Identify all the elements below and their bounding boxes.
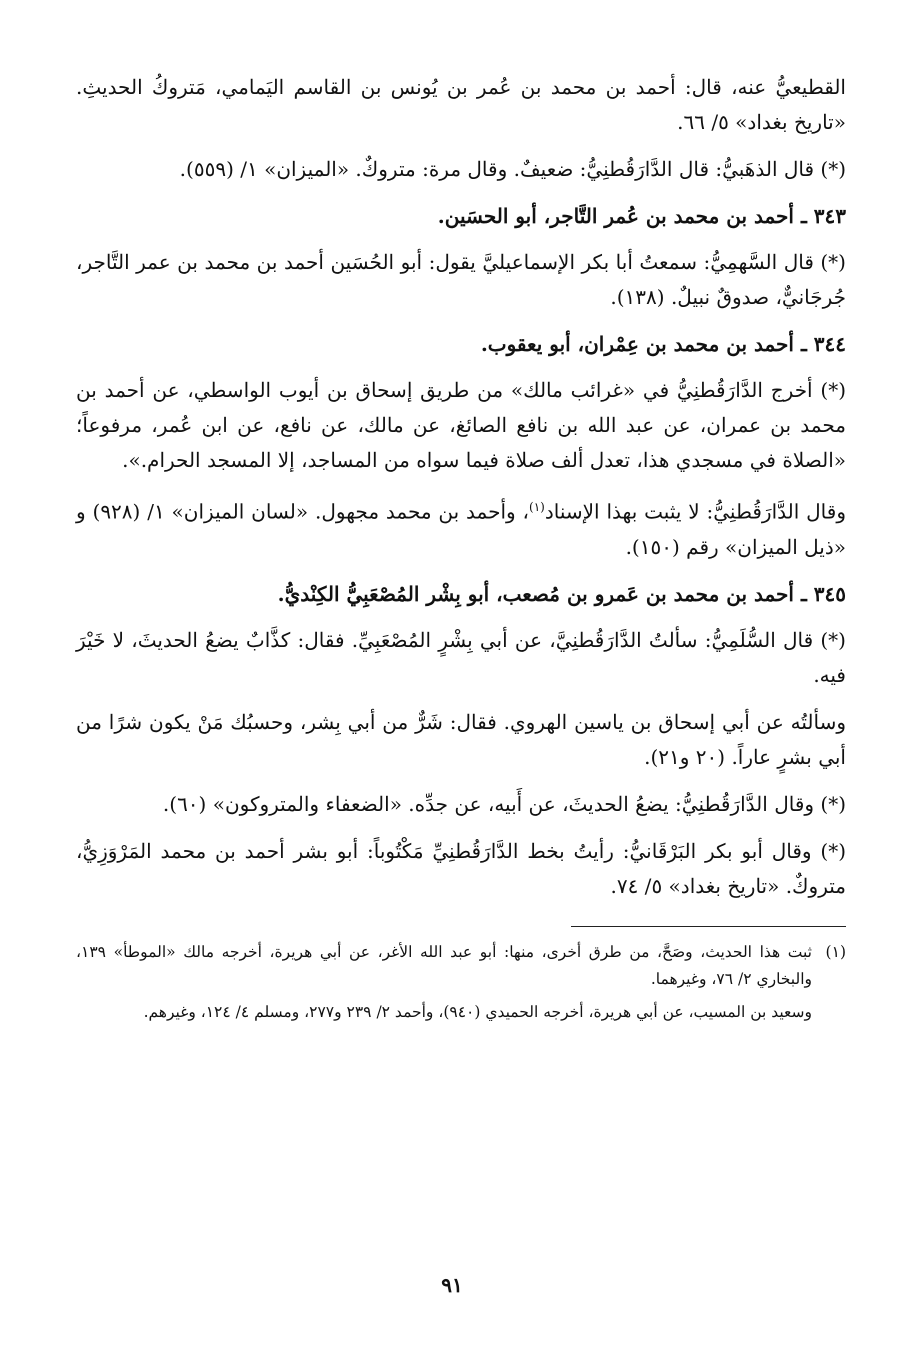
paragraph-continuation: القطيعيُّ عنه، قال: أحمد بن محمد بن عُمر بن يُونس بن القاسم اليَمامي، مَتروكُ الحديثِ. «تاريخ بغداد» ٥/ ٦٦. bbox=[76, 75, 846, 134]
entry-heading-343: ٣٤٣ ـ أحمد بن محمد بن عُمر التَّاجر، أبو الحسَين. bbox=[437, 204, 846, 228]
paragraph-entry-345-sulami: (*) قال السُّلَمِيُّ: سألتُ الدَّارَقُطنِيَّ، عن أبي بِشْرٍ المُصْعَبِيِّ. فقال: كذَّابٌ يضعُ الحديثَ، لا خَيْرَ فيه. bbox=[76, 627, 846, 687]
verdict-text-b: ، وأحمد بن محمد مجهول. «لسان الميزان» ١/ (٩٢٨) و «ذيل الميزان» رقم (١٥٠). bbox=[76, 499, 846, 559]
footnote-reference[interactable]: (١) bbox=[529, 500, 545, 514]
paragraph-entry-345-barqani: (*) وقال أبو بكر البَرْقَانيُّ: رأيتُ بخط الدَّارَقُطنِيِّ مَكْتُوباً: أبو بشر أحمد بن محمد المَرْوَزِيُّ، متروكٌ. «تاريخ بغداد» ٥/ ٧٤. bbox=[76, 838, 846, 898]
paragraph-entry-343: (*) قال السَّهمِيُّ: سمعتُ أبا بكر الإسماعيليَّ يقول: أبو الحُسَين أحمد بن محمد بن عمر التَّاجر، جُرجَانيٌّ، صدوقٌ نبيلٌ. (١٣٨). bbox=[76, 250, 846, 309]
paragraph-entry-344-hadith: (*) أخرج الدَّارَقُطنِيُّ في «غرائب مالك» من طريق إسحاق بن أيوب الواسطي، عن أحمد بن محمد بن عمران، عن عبد الله بن نافع الصائغ، عن مالك، عن نافع، عن ابن عُمر، مرفوعاً؛ «الصلاة في مسجدي هذا، تعدل ألف صلاة فيما سواه من المساجد، إلا المسجد الحرام.». bbox=[76, 378, 846, 472]
footnote bbox=[76, 939, 846, 1032]
entry-heading-345: ٣٤٥ ـ أحمد بن محمد بن عَمرو بن مُصعب، أبو بِشْر المُصْعَبِيُّ الكِنْديُّ. bbox=[277, 581, 846, 606]
paragraph-entry-345-duafa: (*) وقال الدَّارَقُطنِيُّ: يضعُ الحديثَ، عن أَبيه، عن جدِّه. «الضعفاء والمتروكون» (٦٠). bbox=[162, 791, 846, 816]
page-number: ٩١ bbox=[441, 1273, 463, 1297]
paragraph-entry-345-harawi: وسألتُه عن أبي إسحاق بن ياسين الهروي. فقال: شَرٌّ من أبي بِشر، وحسبُك مَنْ يكون شرًا من أبي بشرٍ عاراً. (٢٠ و٢١). bbox=[76, 709, 846, 769]
footnote-marker: (١) bbox=[825, 942, 846, 961]
verdict-text-a: وقال الدَّارَقُطنِيُّ: لا يثبت بهذا الإسناد bbox=[544, 499, 846, 524]
footnote-line-2: وسعيد بن المسيب، عن أبي هريرة، أخرجه الحميدي (٩٤٠)، وأحمد ٢/ ٢٣٩ و٢٧٧، ومسلم ٤/ ١٢٤، وغيرهم. bbox=[143, 1002, 812, 1021]
footnote-divider bbox=[571, 926, 846, 927]
paragraph-dhahabi-note: (*) قال الذهَبيُّ: قال الدَّارَقُطنِيُّ: ضعيفٌ. وقال مرة: متروكٌ. «الميزان» ١/ (٥٥٩). bbox=[179, 157, 846, 181]
footnote-line-1: ثبت هذا الحديث، وصَحَّ، من طرق أخرى، منها: أبو عبد الله الأغر، عن أبي هريرة، أخرجه مالك «الموطأ» ١٣٩، والبخاري ٢/ ٧٦، وغيرهما. bbox=[76, 942, 812, 988]
entry-heading-344: ٣٤٤ ـ أحمد بن محمد بن عِمْران، أبو يعقوب. bbox=[480, 332, 846, 356]
paragraph-entry-344-verdict bbox=[76, 490, 846, 565]
footnote-body bbox=[76, 939, 812, 1032]
